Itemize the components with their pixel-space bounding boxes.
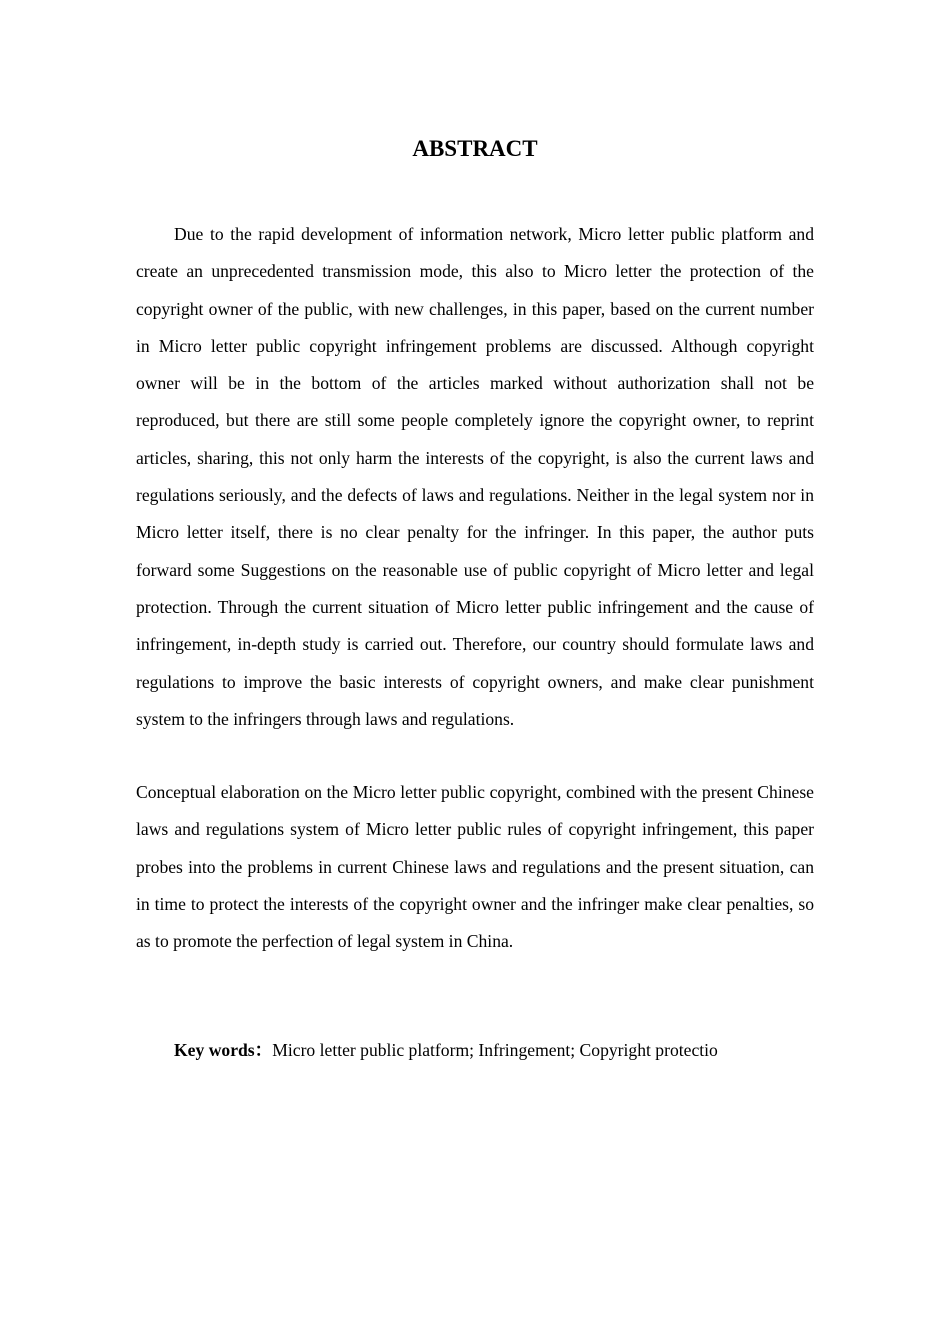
page-title: ABSTRACT: [412, 136, 538, 161]
keywords-line: [174, 1034, 814, 1066]
abstract-paragraph-2: Conceptual elaboration on the Micro letter public copyright, combined with the present Chinese laws and regulations system of Micro letter public rules of copyright infringement, this paper probes into the problems in current Chinese laws and regulations and the present situation, can in time to protect the interests of the copyright owner and the infringer make clear penalties, so as to promote the perfection of legal system in China.: [136, 782, 814, 952]
keywords-text: Micro letter public platform; Infringement; Copyright protectio: [272, 1040, 718, 1060]
abstract-paragraph-1: Due to the rapid development of information network, Micro letter public platform and create an unprecedented transmission mode, this also to Micro letter the protection of the copyright owner of the public, with new challenges, in this paper, based on the current number in Micro letter public copyright infringement problems are discussed. Although copyright owner will be in the bottom of the articles marked without authorization shall not be reproduced, but there are still some people completely ignore the copyright owner, to reprint articles, sharing, this not only harm the interests of the copyright, is also the current laws and regulations seriously, and the defects of laws and regulations. Neither in the legal system nor in Micro letter itself, there is no clear penalty for the infringer. In this paper, the author puts forward some Suggestions on the reasonable use of public copyright of Micro letter and legal protection. Through the current situation of Micro letter public infringement and the cause of infringement, in-depth study is carried out. Therefore, our country should formulate laws and regulations to improve the basic interests of copyright owners, and make clear punishment system to the infringers through laws and regulations.: [136, 224, 814, 729]
keywords-label: Key words：: [174, 1040, 273, 1060]
